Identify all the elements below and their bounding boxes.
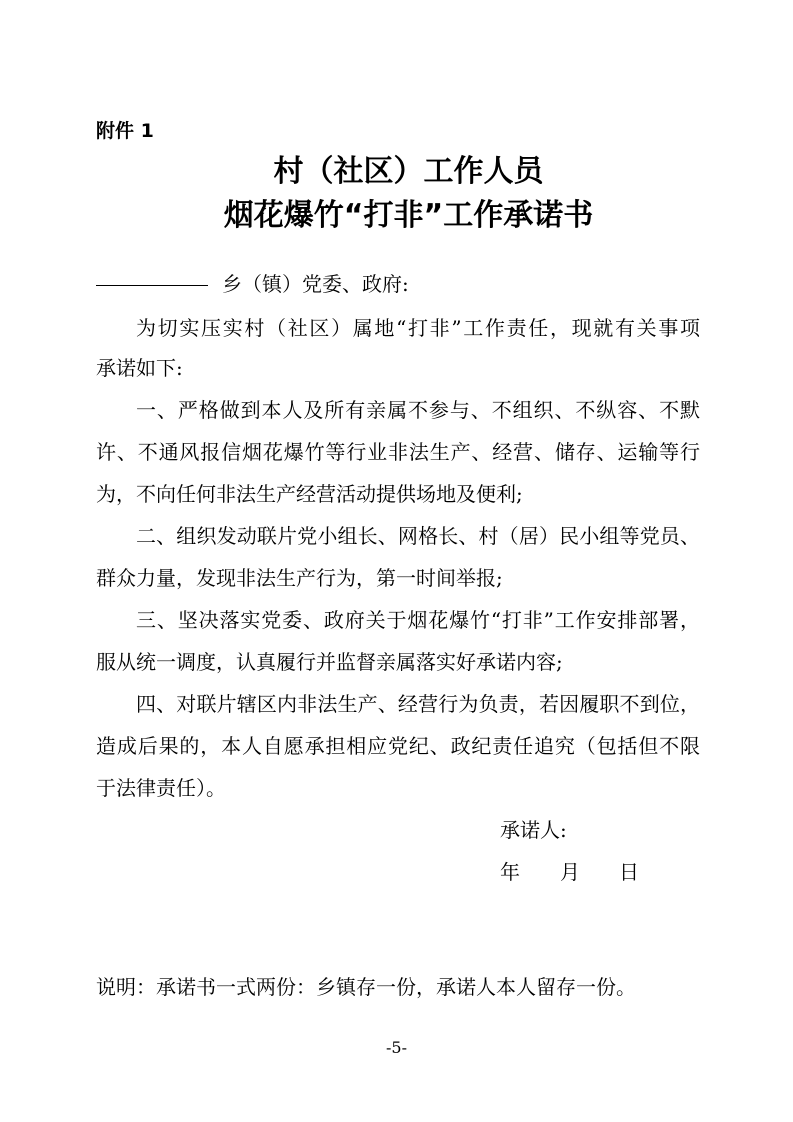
explanatory-note: 说明：承诺书一式两份：乡镇存一份，承诺人本人留存一份。 bbox=[96, 975, 636, 999]
paragraph-1-line-2: 承诺如下: bbox=[96, 356, 183, 380]
paragraph-5-line-1: 四、对联片辖区内非法生产、经营行为负责，若因履职不到位， bbox=[136, 692, 700, 716]
date-day-label: 日 bbox=[619, 860, 639, 884]
paragraph-5-line-2: 造成后果的，本人自愿承担相应党纪、政纪责任追究（包括但不限 bbox=[96, 734, 700, 758]
paragraph-1-line-1: 为切实压实村（社区）属地“打非”工作责任，现就有关事项 bbox=[136, 316, 700, 340]
paragraph-4-line-1: 三、坚决落实党委、政府关于烟花爆竹“打非”工作安排部署， bbox=[136, 608, 700, 632]
paragraph-4-line-2: 服从统一调度，认真履行并监督亲属落实好承诺内容; bbox=[96, 650, 563, 674]
paragraph-2-line-2: 许、不通风报信烟花爆竹等行业非法生产、经营、储存、运输等行 bbox=[96, 440, 700, 464]
paragraph-5-line-3: 于法律责任）。 bbox=[96, 776, 226, 800]
paragraph-3-line-1: 二、组织发动联片党小组长、网格长、村（居）民小组等党员、 bbox=[136, 524, 700, 548]
paragraph-2-line-1: 一、严格做到本人及所有亲属不参与、不组织、不纵容、不默 bbox=[136, 398, 700, 422]
paragraph-3-line-2: 群众力量，发现非法生产行为，第一时间举报; bbox=[96, 566, 503, 590]
date-year-label: 年 bbox=[500, 860, 520, 884]
attachment-label: 附件 1 bbox=[96, 120, 154, 142]
page-number: -5- bbox=[386, 1038, 407, 1057]
addressee: 乡（镇）党委、政府: bbox=[222, 272, 409, 296]
date-month-label: 月 bbox=[560, 860, 580, 884]
signatory-label: 承诺人: bbox=[500, 818, 567, 842]
document-title-line-1: 村（社区）工作人员 bbox=[273, 154, 544, 189]
addressee-blank-line bbox=[96, 285, 208, 286]
paragraph-2-line-3: 为，不向任何非法生产经营活动提供场地及便利; bbox=[96, 482, 523, 506]
document-title-line-2: 烟花爆竹“打非”工作承诺书 bbox=[223, 198, 594, 233]
